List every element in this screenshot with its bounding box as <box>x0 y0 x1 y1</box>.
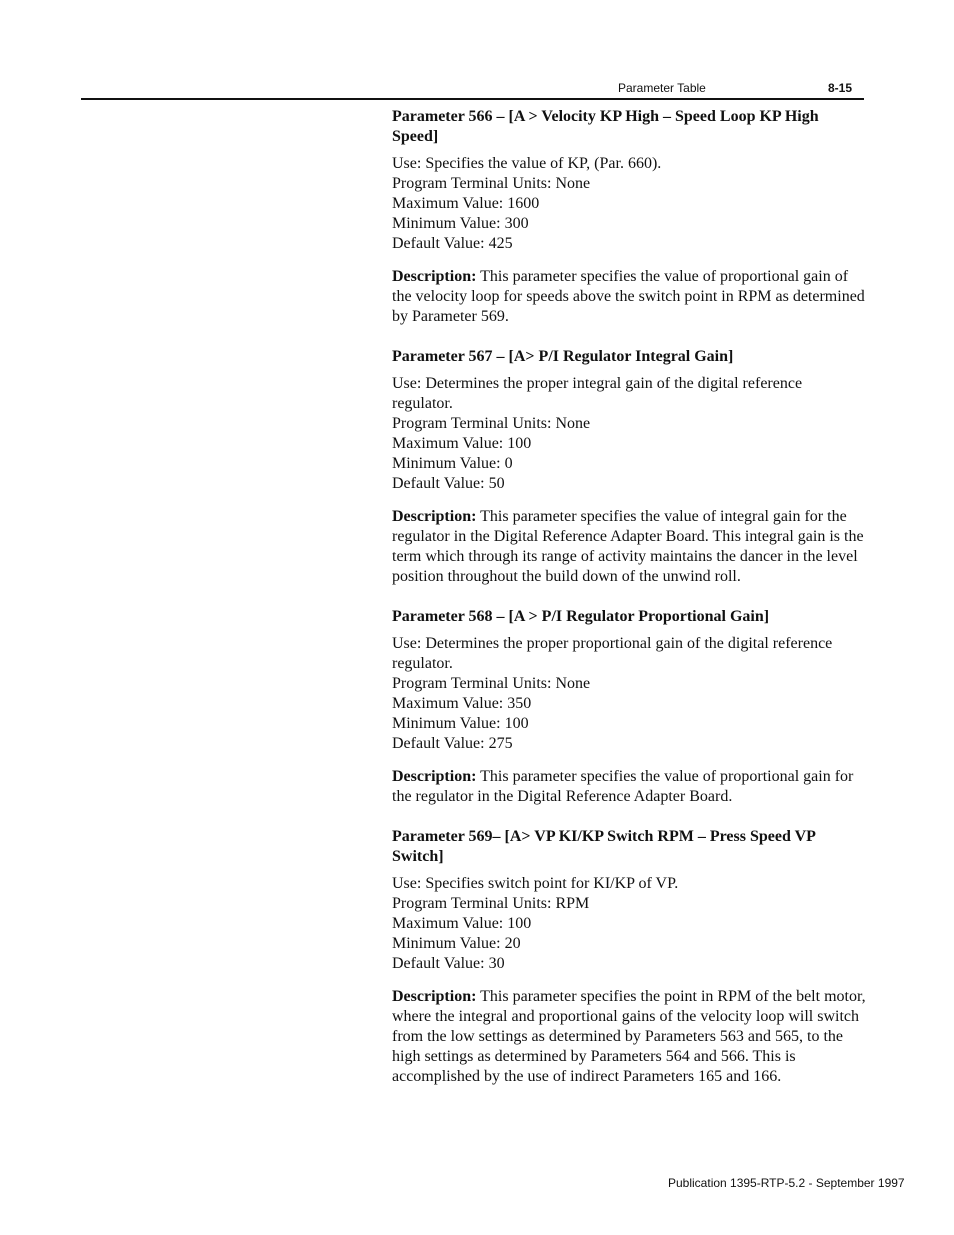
parameter-specs <box>392 154 866 254</box>
header-page-number: 8-15 <box>828 81 853 95</box>
parameter-specs <box>392 634 866 754</box>
parameter-heading: Parameter 569– [A> VP KI/KP Switch RPM – Press Speed VP Switch] <box>392 828 816 865</box>
parameter-max: Maximum Value: 100 <box>392 915 532 932</box>
parameter-units: Program Terminal Units: None <box>392 175 591 192</box>
description-text: This parameter specifies the point in RPM of the belt motor, where the integral and proportional gains of the velocity loop will switch from the low settings as determined by Parameters 563 and 565, to the high settings as determined by Parameters 564 and 566. This is accomplished by the use of indirect Parameters 165 and 166. <box>392 988 866 1085</box>
parameter-min: Minimum Value: 20 <box>392 935 521 952</box>
parameter-569 <box>392 827 866 1087</box>
parameter-use: Use: Determines the proper proportional gain of the digital reference regulator. <box>392 635 833 672</box>
parameter-heading: Parameter 566 – [A > Velocity KP High – Speed Loop KP High Speed] <box>392 108 819 145</box>
parameter-568 <box>392 607 866 807</box>
parameter-description <box>392 267 866 327</box>
parameter-default: Default Value: 275 <box>392 735 513 752</box>
parameter-min: Minimum Value: 300 <box>392 215 529 232</box>
description-label: Description: <box>392 268 477 285</box>
description-text: This parameter specifies the value of proportional gain of the velocity loop for speeds above the switch point in RPM as determined by Parameter 569. <box>392 268 865 325</box>
header-section-title: Parameter Table <box>618 81 706 95</box>
footer-publication: Publication 1395-RTP-5.2 - September 1997 <box>668 1176 905 1190</box>
parameter-units: Program Terminal Units: RPM <box>392 895 590 912</box>
parameter-default: Default Value: 30 <box>392 955 505 972</box>
parameter-567 <box>392 347 866 587</box>
parameter-description <box>392 767 866 807</box>
header-rule <box>81 98 864 100</box>
parameter-units: Program Terminal Units: None <box>392 675 591 692</box>
parameter-min: Minimum Value: 0 <box>392 455 513 472</box>
description-label: Description: <box>392 988 477 1005</box>
parameter-description <box>392 507 866 587</box>
parameter-use: Use: Specifies switch point for KI/KP of VP. <box>392 875 679 892</box>
description-text: This parameter specifies the value of proportional gain for the regulator in the Digital Reference Adapter Board. <box>392 768 854 805</box>
parameter-description <box>392 987 866 1087</box>
parameter-max: Maximum Value: 1600 <box>392 195 540 212</box>
parameter-specs <box>392 874 866 974</box>
parameter-default: Default Value: 425 <box>392 235 513 252</box>
description-label: Description: <box>392 768 477 785</box>
description-text: This parameter specifies the value of integral gain for the regulator in the Digital Reference Adapter Board. This integral gain is the term which through its range of activity maintains the dancer in the level position throughout the build down of the unwind roll. <box>392 508 864 585</box>
parameter-min: Minimum Value: 100 <box>392 715 529 732</box>
parameter-max: Maximum Value: 100 <box>392 435 532 452</box>
parameter-use: Use: Specifies the value of KP, (Par. 660). <box>392 155 662 172</box>
parameter-566 <box>392 107 866 327</box>
description-label: Description: <box>392 508 477 525</box>
parameter-list <box>392 107 866 1107</box>
parameter-heading: Parameter 567 – [A> P/I Regulator Integral Gain] <box>392 348 734 365</box>
parameter-default: Default Value: 50 <box>392 475 505 492</box>
parameter-specs <box>392 374 866 494</box>
parameter-max: Maximum Value: 350 <box>392 695 532 712</box>
parameter-heading: Parameter 568 – [A > P/I Regulator Proportional Gain] <box>392 608 770 625</box>
parameter-use: Use: Determines the proper integral gain of the digital reference regulator. <box>392 375 803 412</box>
parameter-units: Program Terminal Units: None <box>392 415 591 432</box>
